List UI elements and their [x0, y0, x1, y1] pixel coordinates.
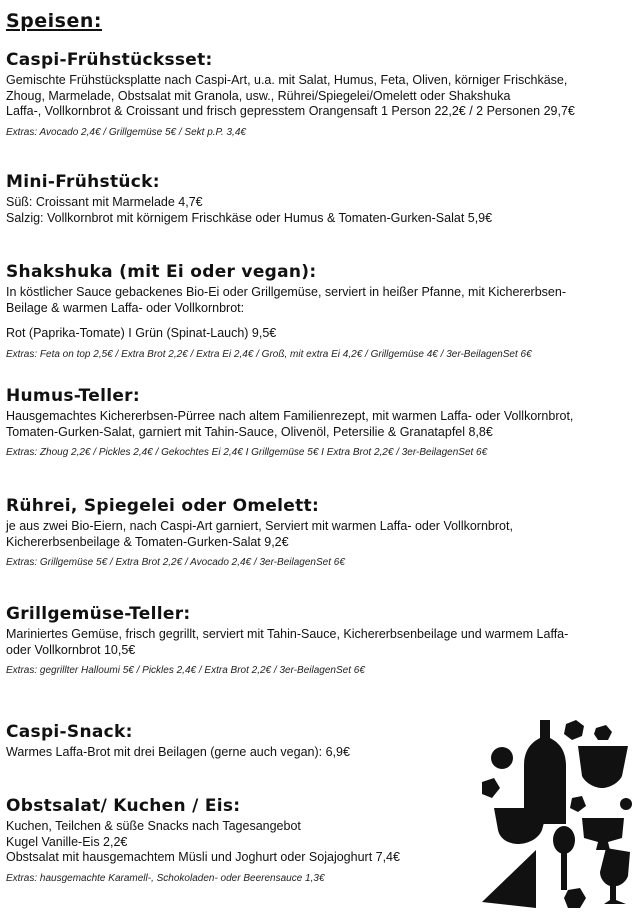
page-title-text: Speisen: — [6, 10, 103, 32]
section-heading: Shakshuka (mit Ei oder vegan): — [6, 262, 317, 282]
section-line: Warmes Laffa-Brot mit drei Beilagen (gerne auch vegan): 6,9€ — [6, 745, 350, 759]
kitchenware-silhouettes-icon — [478, 712, 638, 912]
section-line: Laffa-, Vollkornbrot & Croissant und frisch gepresstem Orangensaft 1 Person 22,2€ / 2 Personen 29,7€ — [6, 104, 575, 118]
section-line: Obstsalat mit hausgemachtem Müsli und Joghurt oder Sojajoghurt 7,4€ — [6, 850, 400, 864]
section-extras: Extras: hausgemachte Karamell-, Schokoladen- oder Beerensauce 1,3€ — [6, 872, 325, 884]
spacer — [6, 316, 634, 326]
section-line: Hausgemachtes Kichererbsen-Pürree nach altem Familienrezept, mit warmen Laffa- oder Vollkornbrot, — [6, 409, 574, 423]
section-grillgemuese-teller — [6, 604, 634, 677]
section-extras: Extras: Zhoug 2,2€ / Pickles 2,4€ / Gekochtes Ei 2,4€ I Grillgemüse 5€ I Extra Brot 2,2€ / 3er-BeilagenSet 6€ — [6, 447, 488, 458]
section-mini-fruehstueck — [6, 172, 634, 226]
section-line: Kugel Vanille-Eis 2,2€ — [6, 834, 128, 849]
section-line: Tomaten-Gurken-Salat, garniert mit Tahin-Sauce, Olivenöl, Petersilie & Granatapfel 8,8€ — [6, 424, 493, 439]
section-humus-teller — [6, 386, 634, 459]
section-heading: Grillgemüse-Teller: — [6, 604, 191, 624]
section-heading: Humus-Teller: — [6, 386, 140, 406]
section-shakshuka — [6, 262, 634, 361]
section-heading: Obstsalat/ Kuchen / Eis: — [6, 796, 241, 816]
section-line: Mariniertes Gemüse, frisch gegrillt, serviert mit Tahin-Sauce, Kichererbsenbeilage und warmem Laffa- — [6, 627, 569, 641]
section-line: Zhoug, Marmelade, Obstsalat mit Granola, usw., Rührei/Spiegelei/Omelett oder Shakshuka — [6, 88, 511, 103]
section-line: Kuchen, Teilchen & süße Snacks nach Tagesangebot — [6, 819, 301, 833]
section-line: Kichererbsenbeilage & Tomaten-Gurken-Salat 9,2€ — [6, 534, 289, 549]
section-line: je aus zwei Bio-Eiern, nach Caspi-Art garniert, Serviert mit warmen Laffa- oder Vollkornbrot, — [6, 519, 513, 533]
section-line: oder Vollkornbrot 10,5€ — [6, 642, 136, 657]
section-line: In köstlicher Sauce gebackenes Bio-Ei oder Grillgemüse, serviert in heißer Pfanne, mit Kichererbsen- — [6, 285, 566, 299]
section-line: Salzig: Vollkornbrot mit körnigem Frischkäse oder Humus & Tomaten-Gurken-Salat 5,9€ — [6, 210, 493, 225]
section-heading: Caspi-Frühstücksset: — [6, 50, 213, 70]
page-title — [6, 10, 102, 32]
section-fruehstuecksset — [6, 50, 634, 139]
section-extras: Extras: Feta on top 2,5€ / Extra Brot 2,2€ / Extra Ei 2,4€ / Groß, mit extra Ei 4,2€ / Grillgemüse 4€ / 3er-BeilagenSet 6€ — [6, 348, 532, 360]
section-ruehrei — [6, 496, 634, 569]
section-heading: Mini-Frühstück: — [6, 172, 160, 192]
section-line: Gemischte Frühstücksplatte nach Caspi-Art, u.a. mit Salat, Humus, Feta, Oliven, körniger Frischkäse, — [6, 73, 568, 87]
section-heading: Caspi-Snack: — [6, 722, 133, 742]
section-extras: Extras: Avocado 2,4€ / Grillgemüse 5€ / Sekt p.P. 3,4€ — [6, 126, 246, 138]
section-extras: Extras: Grillgemüse 5€ / Extra Brot 2,2€ / Avocado 2,4€ / 3er-BeilagenSet 6€ — [6, 557, 345, 568]
section-line: Rot (Paprika-Tomate) I Grün (Spinat-Lauch) 9,5€ — [6, 326, 277, 340]
section-line: Süß: Croissant mit Marmelade 4,7€ — [6, 195, 203, 209]
section-extras: Extras: gegrillter Halloumi 5€ / Pickles 2,4€ / Extra Brot 2,2€ / 3er-BeilagenSet 6€ — [6, 665, 365, 676]
section-line: Beilage & warmen Laffa- oder Vollkornbrot: — [6, 300, 245, 315]
section-heading: Rührei, Spiegelei oder Omelett: — [6, 496, 320, 516]
